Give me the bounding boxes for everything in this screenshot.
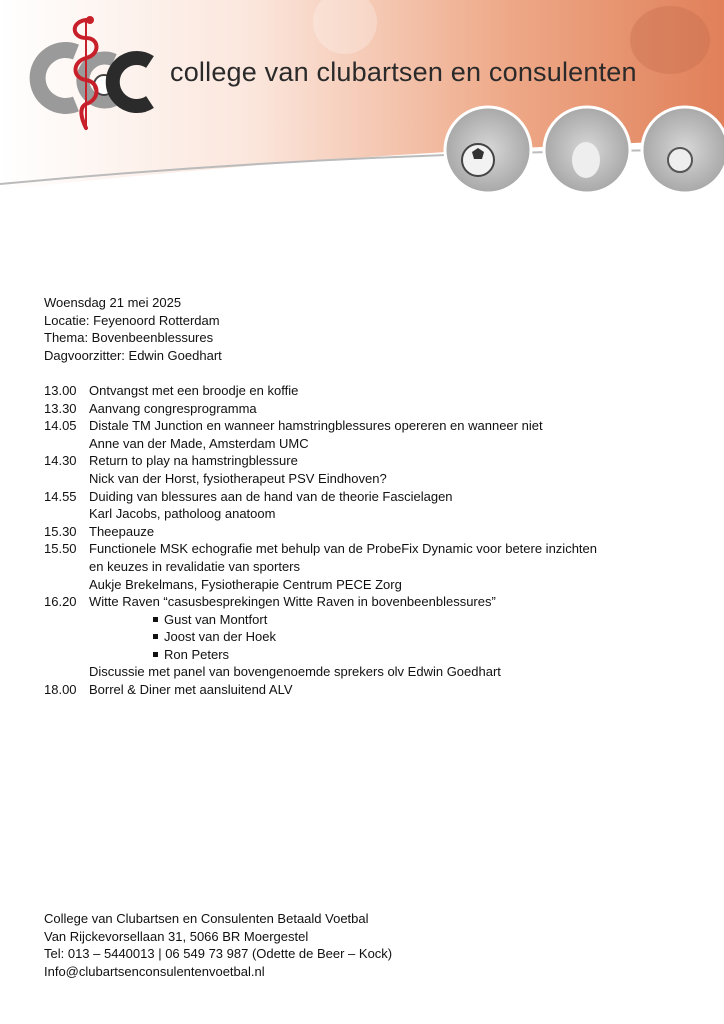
program-title: Witte Raven “casusbesprekingen Witte Raven in bovenbeenblessures” (89, 594, 496, 610)
program-speaker: Karl Jacobs, patholoog anatoom (89, 506, 276, 522)
event-location: Locatie: Feyenoord Rotterdam (44, 312, 220, 328)
program-item (44, 400, 704, 418)
program-title: Borrel & Diner met aansluitend ALV (89, 682, 293, 698)
footer-phone: Tel: 013 – 5440013 | 06 549 73 987 (Odette de Beer – Kock) (44, 946, 393, 962)
program-title: Aanvang congresprogramma (89, 400, 257, 416)
photo-circle-1 (445, 107, 531, 193)
program-time: 15.50 (44, 541, 77, 557)
footer-org-name: College van Clubartsen en Consulenten Betaald Voetbal (44, 911, 369, 926)
program-title: Functionele MSK echografie met behulp van de ProbeFix Dynamic voor betere inzichten (89, 541, 597, 557)
letterhead-banner (0, 0, 724, 200)
banner-graphic (0, 0, 724, 200)
panel-member: Gust van Montfort (44, 611, 704, 629)
program-item (44, 523, 704, 541)
program-time: 13.00 (44, 382, 77, 398)
program-time: 15.30 (44, 523, 77, 539)
program-item (44, 417, 704, 435)
program-item (44, 540, 704, 558)
program-item (44, 452, 704, 470)
program-title: Ontvangst met een broodje en koffie (89, 382, 299, 398)
program-speaker: Aukje Brekelmans, Fysiotherapie Centrum PECE Zorg (89, 576, 402, 592)
program-time: 13.30 (44, 400, 77, 416)
program-speaker: Anne van der Made, Amsterdam UMC (89, 435, 309, 451)
program-item (44, 382, 704, 400)
footer-email[interactable]: Info@clubartsenconsulentenvoetbal.nl (44, 963, 265, 979)
event-date: Woensdag 21 mei 2025 (44, 295, 182, 310)
program-document (44, 294, 704, 699)
photo-circle-2 (544, 107, 630, 193)
program-title: Theepauze (89, 523, 155, 539)
footer-contact (44, 910, 392, 980)
org-name-wordmark: college van clubartsen en consulenten (170, 57, 637, 87)
panel-member: Ron Peters (44, 646, 704, 664)
photo-circle-3 (642, 107, 724, 193)
panel-member: Joost van der Hoek (44, 628, 704, 646)
program-time: 14.55 (44, 488, 77, 504)
program-title: Duiding van blessures aan de hand van de theorie Fascielagen (89, 488, 453, 504)
event-theme: Thema: Bovenbeenblessures (44, 330, 214, 346)
program-time: 18.00 (44, 682, 77, 698)
program-item (44, 593, 704, 611)
panel-discussion-note: Discussie met panel van bovengenoemde sprekers olv Edwin Goedhart (89, 664, 501, 680)
program-time: 14.30 (44, 453, 77, 469)
program-item (44, 681, 704, 699)
program-time: 14.05 (44, 418, 77, 434)
footer-address: Van Rijckevorsellaan 31, 5066 BR Moergestel (44, 928, 309, 944)
program-title-continued: en keuzes in revalidatie van sporters (89, 558, 301, 574)
event-chair: Dagvoorzitter: Edwin Goedhart (44, 347, 222, 363)
program-item (44, 488, 704, 506)
program-title: Return to play na hamstringblessure (89, 453, 298, 469)
program-speaker: Nick van der Horst, fysiotherapeut PSV Eindhoven? (89, 470, 387, 486)
program-time: 16.20 (44, 594, 77, 610)
player-silhouette (630, 6, 710, 74)
panel-list (44, 611, 704, 664)
program-title: Distale TM Junction en wanneer hamstringblessures opereren en wanneer niet (89, 418, 543, 434)
